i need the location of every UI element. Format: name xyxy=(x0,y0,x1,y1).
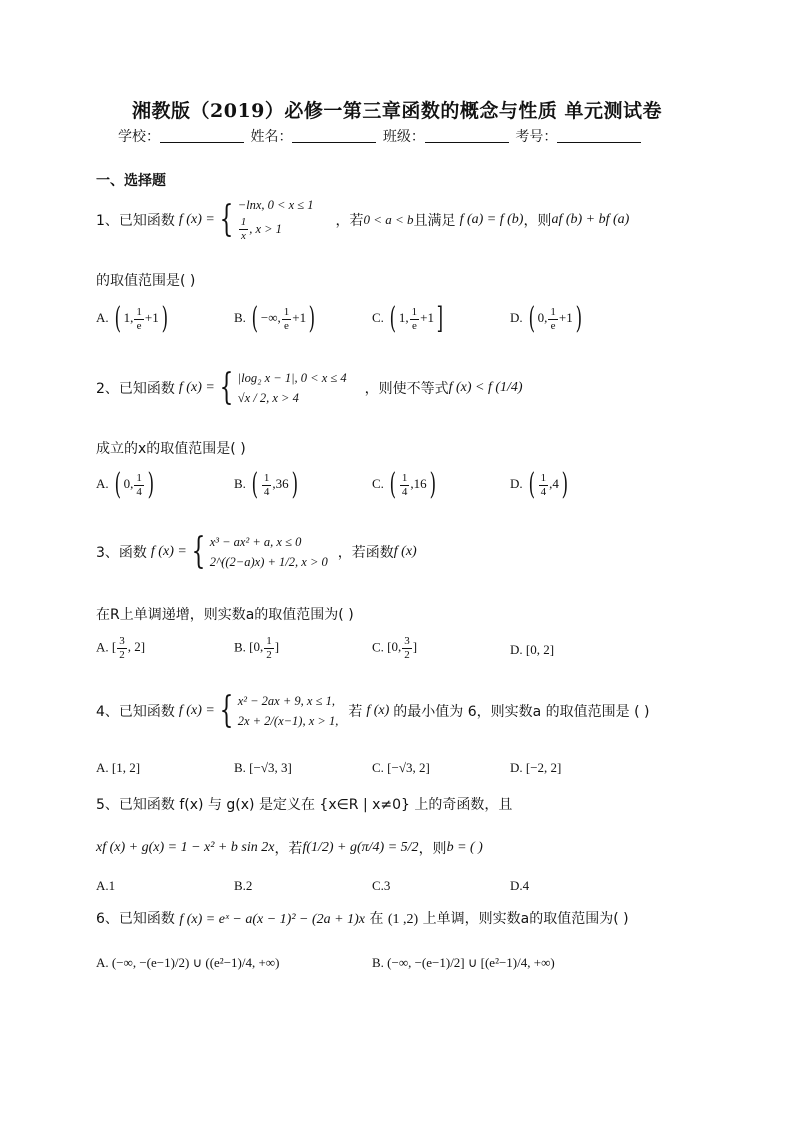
option-label: C. xyxy=(372,878,384,893)
question-number: 3、 xyxy=(96,545,119,561)
question-1-option-a[interactable] xyxy=(96,301,170,336)
question-6-stem xyxy=(96,908,629,928)
function-name: f (x) = xyxy=(178,380,215,395)
question-2-option-a[interactable] xyxy=(96,467,157,502)
option-math: ( $\frac{1}{4}$ ,16) xyxy=(389,467,436,502)
option-label: C. xyxy=(372,639,384,655)
question-lead: 已知函数 xyxy=(118,381,175,397)
denominator: x xyxy=(241,229,246,242)
question-1-continuation: 的取值范围是( ) xyxy=(96,273,196,289)
brace-symbol: { xyxy=(219,690,234,731)
question-2-continuation: 成立的x的取值范围是( ) xyxy=(96,441,246,457)
question-6-option-b[interactable] xyxy=(372,955,555,971)
option-label: A. xyxy=(96,309,109,325)
name-label: 姓名： xyxy=(250,129,293,145)
math-interval: (1 ,2) xyxy=(387,912,419,927)
option-label: B. xyxy=(234,475,246,491)
option-math: [−2, 2] xyxy=(525,760,562,775)
question-3-option-c[interactable] xyxy=(372,636,417,661)
option-label: B. xyxy=(234,309,246,325)
question-3-option-a[interactable] xyxy=(96,636,145,661)
option-math: [0, $\frac{3}{2}$ ] xyxy=(387,635,418,661)
option-math: ( $\frac{1}{4}$ ,36) xyxy=(251,467,298,502)
option-math: [ $\frac{3}{2}$ , 2] xyxy=(111,635,146,661)
question-5-stem xyxy=(96,794,512,814)
fraction xyxy=(239,217,249,242)
math-condition: 0 < a < b xyxy=(363,212,414,227)
option-label: D. xyxy=(510,642,523,657)
student-info-line xyxy=(118,126,643,146)
math-equation: xf (x) + g(x) = 1 − x² + b sin 2x xyxy=(96,840,275,855)
option-math: (−∞, −(e−1)/2) ∪ ((e²−1)/4, +∞) xyxy=(111,955,280,970)
case-1: x² − 2ax + 9, x ≤ 1, xyxy=(237,693,335,708)
option-label: D. xyxy=(510,760,523,775)
option-label: A. xyxy=(96,475,109,491)
function-name: f (x) = xyxy=(178,212,215,227)
question-5-option-b[interactable] xyxy=(234,878,252,894)
option-label: B. xyxy=(234,760,246,775)
question-4-option-d[interactable] xyxy=(510,760,561,776)
piecewise-cases xyxy=(238,694,339,729)
class-blank[interactable] xyxy=(425,130,509,143)
option-math: ( 1, $\frac{1}{e}$ +1) xyxy=(114,301,168,336)
case-2: 2x + 2/(x−1), x > 1, xyxy=(237,714,339,728)
option-label: C. xyxy=(372,309,384,325)
option-math: [1, 2] xyxy=(111,760,141,775)
text-segment: ，则 xyxy=(523,213,552,229)
text-segment: 上单调，则实数a的取值范围为( ) xyxy=(422,911,629,927)
case-2: 2^((2−a)x) + 1/2, x > 0 xyxy=(209,555,328,569)
math-expression: af (b) + bf (a) xyxy=(551,212,630,227)
option-value: 4 xyxy=(522,878,530,893)
option-math: [0, $\frac{1}{2}$ ] xyxy=(249,635,280,661)
class-label: 班级： xyxy=(382,129,425,145)
question-1-option-d[interactable] xyxy=(510,301,584,336)
text-segment: 在 xyxy=(369,911,384,927)
case-1: x³ − ax² + a, x ≤ 0 xyxy=(209,534,302,549)
option-math: ( 0, $\frac{1}{4}$ ) xyxy=(114,467,154,502)
option-label: D. xyxy=(510,878,523,893)
function-name: f (x) xyxy=(393,544,417,559)
question-number: 5、 xyxy=(96,797,119,813)
option-label: B. xyxy=(372,955,384,970)
option-math: ( −∞, $\frac{1}{e}$ +1) xyxy=(251,301,316,336)
question-2-option-c[interactable] xyxy=(372,467,438,502)
piecewise-cases xyxy=(210,535,328,570)
question-lead: 函数 xyxy=(118,545,147,561)
case-2 xyxy=(238,217,314,242)
brace-symbol: { xyxy=(191,531,206,572)
question-lead: 已知函数 xyxy=(118,911,175,927)
question-lead: 已知函数 xyxy=(118,704,175,720)
option-label: A. xyxy=(96,760,109,775)
text-segment: ，则 xyxy=(418,841,447,857)
option-label: A. xyxy=(96,878,109,893)
question-3-option-d[interactable] xyxy=(510,642,554,658)
option-label: B. xyxy=(234,878,246,893)
case-1: −lnx, 0 < x ≤ 1 xyxy=(237,198,314,213)
case-2: √x / 2, x > 4 xyxy=(237,391,299,405)
question-5-option-c[interactable] xyxy=(372,878,390,894)
option-math: [−√3, 3] xyxy=(249,760,292,775)
option-math: (−∞, −(e−1)/2] ∪ [(e²−1)/4, +∞) xyxy=(387,955,555,970)
option-math: [0, 2] xyxy=(525,642,555,657)
question-number: 6、 xyxy=(96,911,119,927)
text-segment: ，若 xyxy=(335,213,364,229)
math-equation: f (a) = f (b) xyxy=(459,212,524,227)
math-condition: f(1/2) + g(π/4) = 5/2 xyxy=(302,840,419,855)
question-5-equation-line xyxy=(96,832,483,864)
school-blank[interactable] xyxy=(160,130,244,143)
option-value: 1 xyxy=(108,878,116,893)
text-segment: ，若 xyxy=(274,841,303,857)
function-name: f (x) = xyxy=(150,544,187,559)
question-number: 1、 xyxy=(96,213,119,229)
question-4-option-c[interactable] xyxy=(372,760,430,776)
option-label: D. xyxy=(510,309,523,325)
question-5-option-d[interactable] xyxy=(510,878,529,894)
text-segment: ，若函数 xyxy=(337,545,394,561)
question-5-option-a[interactable] xyxy=(96,878,115,894)
option-label: D. xyxy=(510,475,523,491)
document-title: 湘教版（2019）必修一第三章函数的概念与性质 单元测试卷 xyxy=(132,100,662,122)
math-inequality: f (x) < f (1/4) xyxy=(448,380,523,395)
text-segment: 若 xyxy=(348,704,363,720)
option-value: 3 xyxy=(383,878,391,893)
piecewise-cases xyxy=(238,371,347,406)
question-2-stem xyxy=(96,360,523,416)
question-4-option-b[interactable] xyxy=(234,760,292,776)
school-label: 学校： xyxy=(118,129,160,145)
math-answer-blank: b = ( ) xyxy=(446,840,483,855)
option-label: C. xyxy=(372,475,384,491)
question-2-option-b[interactable] xyxy=(234,467,300,502)
option-math: ( $\frac{1}{4}$ ,4) xyxy=(528,467,568,502)
option-math: ( 0, $\frac{1}{e}$ +1) xyxy=(528,301,582,336)
question-3-continuation: 在R上单调递增，则实数a的取值范围为( ) xyxy=(96,607,354,623)
number-label: 考号： xyxy=(515,129,558,145)
text-segment: ，则使不等式 xyxy=(364,381,449,397)
question-1-option-c[interactable] xyxy=(372,301,446,336)
question-1-option-b[interactable] xyxy=(234,301,318,336)
case-2-condition: , x > 1 xyxy=(249,222,282,236)
option-label: A. xyxy=(96,955,109,970)
math-expression: f (x) = eˣ − a(x − 1)² − (2a + 1)x xyxy=(179,912,365,927)
brace-symbol: { xyxy=(219,367,234,408)
text-segment: 的最小值为 6，则实数a 的取值范围是 ( ) xyxy=(393,704,650,720)
question-1-stem xyxy=(96,192,629,248)
option-label: B. xyxy=(234,639,246,655)
number-blank[interactable] xyxy=(557,130,641,143)
section-heading: 一、选择题 xyxy=(96,173,166,189)
option-label: C. xyxy=(372,760,384,775)
question-text: 已知函数 f(x) 与 g(x) 是定义在 {x∈R | x≠0} 上的奇函数，且 xyxy=(118,797,513,813)
numerator: 1 xyxy=(240,215,247,228)
option-math: ( 1, $\frac{1}{e}$ +1] xyxy=(389,301,444,336)
question-number: 4、 xyxy=(96,704,119,720)
question-3-stem xyxy=(96,524,417,580)
question-4-option-a[interactable] xyxy=(96,760,140,776)
option-value: 2 xyxy=(245,878,253,893)
question-number: 2、 xyxy=(96,381,119,397)
function-name: f (x) xyxy=(366,703,390,718)
option-math: [−√3, 2] xyxy=(387,760,430,775)
option-label: A. xyxy=(96,639,109,655)
question-4-stem xyxy=(96,684,649,738)
function-name: f (x) = xyxy=(178,703,215,718)
text-segment: 且满足 xyxy=(413,213,456,229)
name-blank[interactable] xyxy=(292,130,376,143)
piecewise-cases xyxy=(238,198,314,241)
case-1: |log₂ x − 1|, 0 < x ≤ 4 xyxy=(237,370,347,385)
question-lead: 已知函数 xyxy=(118,213,175,229)
brace-symbol: { xyxy=(219,199,234,240)
question-6-option-a[interactable] xyxy=(96,955,279,971)
question-3-option-b[interactable] xyxy=(234,636,279,661)
question-2-option-d[interactable] xyxy=(510,467,571,502)
